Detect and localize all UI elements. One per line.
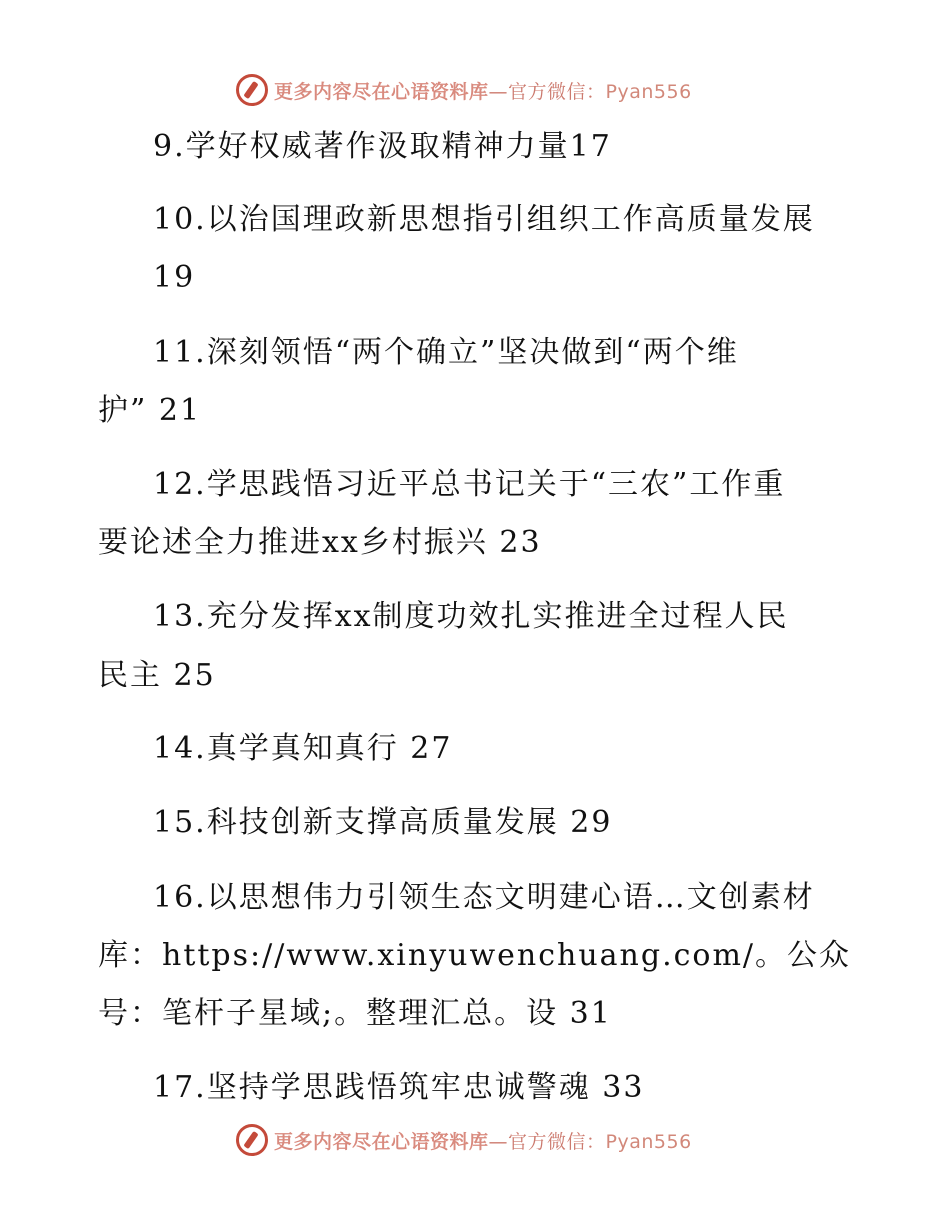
toc-entry-17: 17.坚持学思践悟筑牢忠诚警魂 33 bbox=[153, 1070, 645, 1105]
watermark-main: 更多内容尽在心语资料库 bbox=[274, 80, 489, 103]
pen-logo-icon bbox=[236, 74, 268, 106]
toc-entry-13: 13.充分发挥xx制度功效扎实推进全过程人民 bbox=[153, 599, 789, 634]
watermark-wechat-label: 官方微信： bbox=[508, 1130, 606, 1153]
watermark-banner-top bbox=[236, 72, 692, 108]
toc-entry-15: 15.科技创新支撑高质量发展 29 bbox=[153, 805, 613, 840]
pen-logo-icon bbox=[236, 1124, 268, 1156]
watermark-text bbox=[274, 77, 692, 104]
toc-entry-11: 11.深刻领悟“两个确立”坚决做到“两个维 bbox=[153, 335, 739, 370]
watermark-dash: — bbox=[488, 80, 509, 103]
toc-entry-16-cont-2: 号：笔杆子星域;。整理汇总。设 31 bbox=[98, 996, 612, 1031]
watermark-wechat-label: 官方微信： bbox=[508, 80, 606, 103]
watermark-handle: Pyan556 bbox=[605, 1130, 692, 1153]
toc-entry-12-cont: 要论述全力推进xx乡村振兴 23 bbox=[98, 525, 542, 560]
toc-entry-10-cont: 19 bbox=[153, 260, 196, 295]
watermark-dash: — bbox=[488, 1130, 509, 1153]
toc-entry-9: 9.学好权威著作汲取精神力量17 bbox=[153, 129, 612, 164]
watermark-banner-bottom bbox=[236, 1122, 692, 1158]
toc-entry-16: 16.以思想伟力引领生态文明建心语…文创素材 bbox=[153, 880, 815, 915]
toc-entry-10: 10.以治国理政新思想指引组织工作高质量发展 bbox=[153, 202, 815, 237]
toc-entry-12: 12.学思践悟习近平总书记关于“三农”工作重 bbox=[153, 467, 786, 502]
toc-entry-11-cont: 护” 21 bbox=[98, 393, 202, 428]
toc-entry-14: 14.真学真知真行 27 bbox=[153, 731, 453, 766]
watermark-handle: Pyan556 bbox=[605, 80, 692, 103]
watermark-text bbox=[274, 1127, 692, 1154]
toc-entry-16-cont-1: 库：https://www.xinyuwenchuang.com/。公众 bbox=[98, 938, 852, 973]
toc-entry-13-cont: 民主 25 bbox=[98, 658, 216, 693]
watermark-main: 更多内容尽在心语资料库 bbox=[274, 1130, 489, 1153]
